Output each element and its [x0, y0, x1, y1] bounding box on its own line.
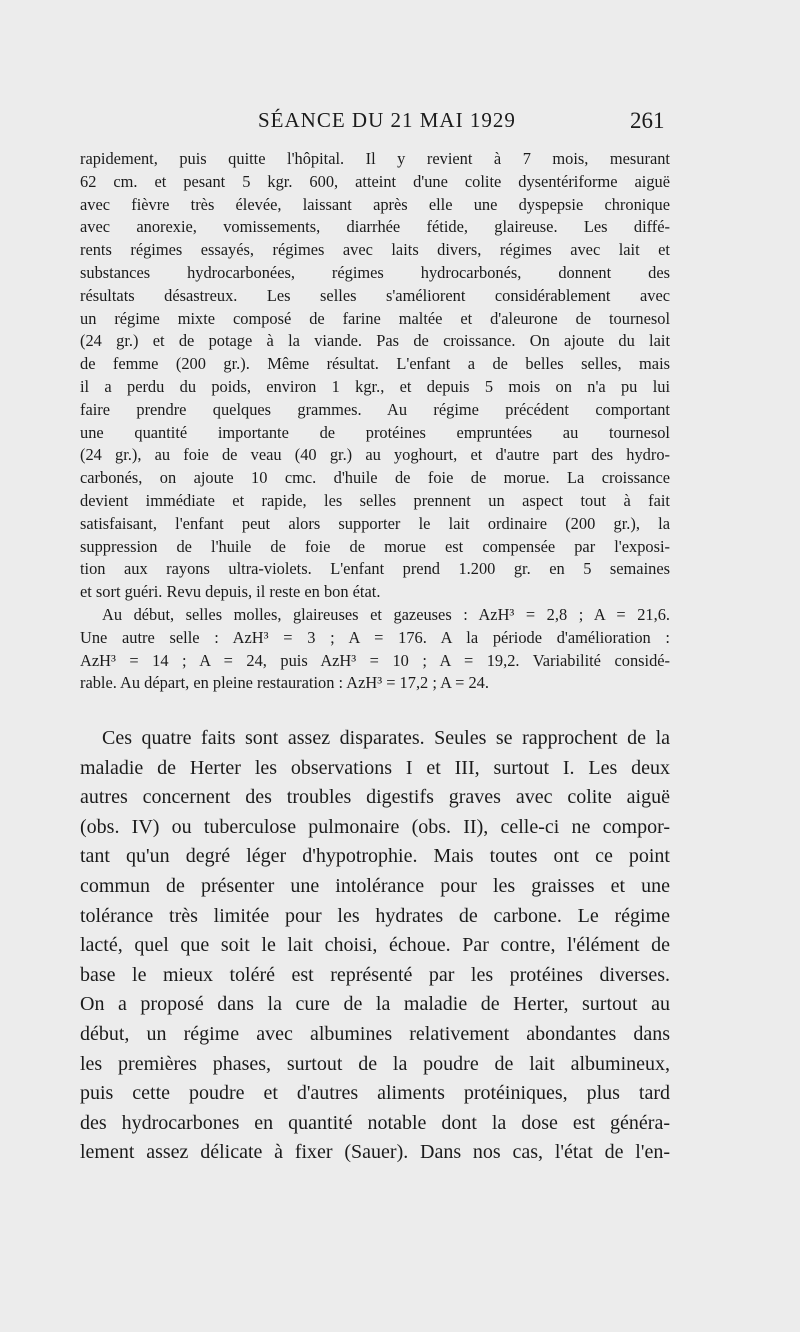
text-line: rable. Au départ, en pleine restauration : AzH³ = 17,2 ; A = 24. [80, 673, 489, 693]
text-line: (24 gr.), au foie de veau (40 gr.) au yoghourt, et d'autre part des hydro- [80, 445, 670, 465]
text-line: les premières phases, surtout de la poudre de lait albumineux, [80, 1052, 670, 1075]
text-line: des hydrocarbones en quantité notable dont la dose est généra- [80, 1111, 670, 1134]
text-line: carbonés, on ajoute 10 cmc. d'huile de foie de morue. La croissance [80, 468, 670, 488]
text-line: lacté, quel que soit le lait choisi, échoue. Par contre, l'élément de [80, 934, 670, 957]
text-line: tant qu'un degré léger d'hypotrophie. Mais toutes ont ce point [80, 845, 670, 868]
text-line: base le mieux toléré est représenté par les protéines diverses. [80, 963, 670, 986]
text-line: lement assez délicate à fixer (Sauer). Dans nos cas, l'état de l'en- [80, 1141, 670, 1164]
text-line: faire prendre quelques grammes. Au régime précédent comportant [80, 399, 670, 419]
text-line: tion aux rayons ultra-violets. L'enfant prend 1.200 gr. en 5 semaines [80, 559, 670, 579]
text-line: rents régimes essayés, régimes avec laits divers, régimes avec lait et [80, 240, 670, 260]
observation-paragraph [80, 148, 670, 695]
text-line: 62 cm. et pesant 5 kgr. 600, atteint d'une colite dysentériforme aiguë [80, 171, 670, 191]
text-line: devient immédiate et rapide, les selles prennent un aspect tout à fait [80, 490, 670, 510]
text-line: commun de présenter une intolérance pour les graisses et une [80, 874, 670, 897]
text-line: satisfaisant, l'enfant peut alors supporter le lait ordinaire (200 gr.), la [80, 513, 670, 533]
text-line: On a proposé dans la cure de la maladie de Herter, surtout au [80, 993, 670, 1016]
text-line: début, un régime avec albumines relativement abondantes dans [80, 1022, 670, 1045]
text-line: résultats désastreux. Les selles s'améliorent considérablement avec [80, 285, 670, 305]
text-line: avec anorexie, vomissements, diarrhée fétide, glaireuse. Les diffé- [80, 217, 670, 237]
text-line: substances hydrocarbonées, régimes hydrocarbonés, donnent des [80, 262, 670, 282]
text-line: un régime mixte composé de farine maltée et d'aleurone de tournesol [80, 308, 670, 328]
text-line: maladie de Herter les observations I et III, surtout I. Les deux [80, 756, 670, 779]
text-line: (obs. IV) ou tuberculose pulmonaire (obs. II), celle-ci ne compor- [80, 815, 670, 838]
text-line: (24 gr.) et de potage à la viande. Pas de croissance. On ajoute du lait [80, 331, 670, 351]
page-header [0, 108, 800, 138]
discussion-paragraph [80, 724, 670, 1168]
text-line: rapidement, puis quitte l'hôpital. Il y revient à 7 mois, mesurant [80, 149, 670, 168]
text-line: puis cette poudre et d'autres aliments protéiniques, plus tard [80, 1082, 670, 1105]
text-line: Ces quatre faits sont assez disparates. Seules se rapprochent de la [102, 727, 670, 749]
text-line: et sort guéri. Revu depuis, il reste en bon état. [80, 582, 381, 602]
text-line: avec fièvre très élevée, laissant après elle une dyspepsie chronique [80, 194, 670, 214]
text-line: une quantité importante de protéines empruntées au tournesol [80, 422, 670, 442]
text-line: suppression de l'huile de foie de morue est compensée par l'exposi- [80, 536, 670, 556]
running-title: SÉANCE DU 21 MAI 1929 [258, 108, 516, 132]
text-line: Au début, selles molles, glaireuses et gazeuses : AzH³ = 2,8 ; A = 21,6. [102, 604, 670, 624]
text-line: tolérance très limitée pour les hydrates de carbone. Le régime [80, 904, 670, 927]
text-line: il a perdu du poids, environ 1 kgr., et depuis 5 mois on n'a pu lui [80, 376, 670, 396]
page-number: 261 [630, 108, 665, 133]
text-line: Une autre selle : AzH³ = 3 ; A = 176. A la période d'amélioration : [80, 627, 670, 647]
text-line: autres concernent des troubles digestifs graves avec colite aiguë [80, 786, 670, 809]
text-line: de femme (200 gr.). Même résultat. L'enfant a de belles selles, mais [80, 354, 670, 374]
text-line: AzH³ = 14 ; A = 24, puis AzH³ = 10 ; A = 19,2. Variabilité considé- [80, 650, 670, 670]
